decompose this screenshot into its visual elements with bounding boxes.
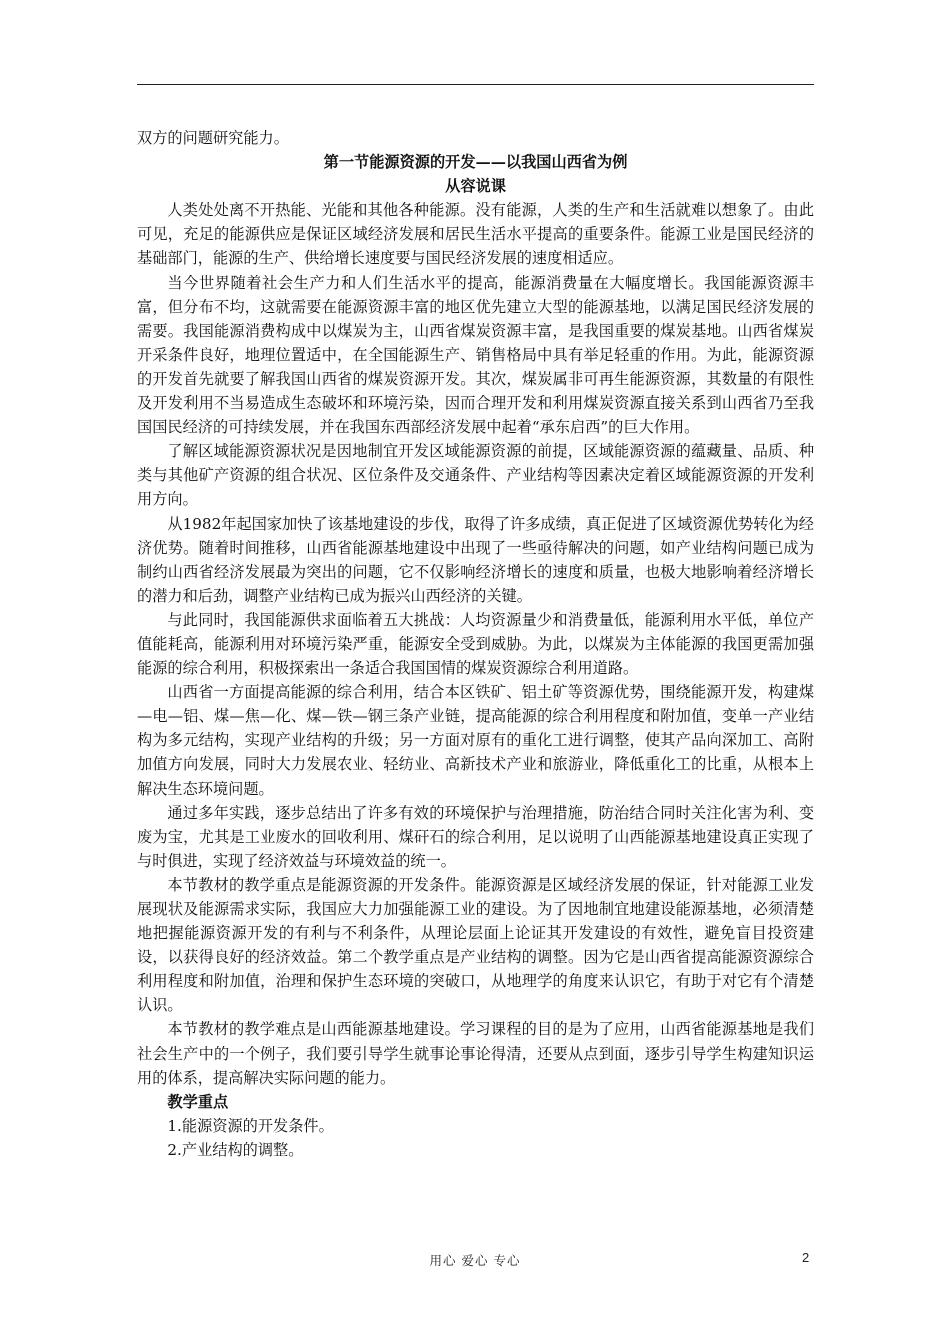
subtitle: 从容说课 bbox=[445, 177, 506, 196]
footer-text: 用心 爱心 专心 bbox=[429, 1253, 521, 1268]
paragraph: 本节教材的教学难点是山西能源基地建设。学习课程的目的是为了应用，山西省能源基地是我们社会生产中的一个例子，我们要引导学生就事论事论得清，还要从点到面，逐步引导学生构建知识运用的体系，提高解决实际问题的能力。 bbox=[137, 1020, 814, 1087]
paragraph: 了解区域能源资源状况是因地制宜开发区域能源资源的前提，区域能源资源的蕴藏量、品质、种类与其他矿产资源的组合状况、区位条件及交通条件、产业结构等因素决定着区域能源资源的开发利用方向。 bbox=[137, 442, 814, 509]
key-point-item: 1.能源资源的开发条件。 bbox=[167, 1116, 334, 1135]
continued-line: 双方的问题研究能力。 bbox=[137, 129, 289, 147]
paragraph: 当今世界随着社会生产力和人们生活水平的提高，能源消费量在大幅度增长。我国能源资源丰富，但分布不均，这就需要在能源资源丰富的地区优先建立大型的能源基地，以满足国民经济发展的需要。我国能源消费构成中以煤炭为主，山西省煤炭资源丰富，是我国重要的煤炭基地。山西省煤炭开采条件良好，地理位置适中，在全国能源生产、销售格局中具有举足轻重的作用。为此，能源资源的开发首先就要了解我国山西省的煤炭资源开发。其次，煤炭属非可再生能源资源，其数量的有限性及开发利用不当易造成生态破坏和环境污染，因而合理开发和利用煤炭资源直接关系到山西省乃至我国国民经济的可持续发展，并在我国东西部经济发展中起着“承东启西”的巨大作用。 bbox=[137, 273, 814, 437]
paragraph: 山西省一方面提高能源的综合利用，结合本区铁矿、铝土矿等资源优势，围绕能源开发，构建煤—电—铝、煤—焦—化、煤—铁—钢三条产业链，提高能源的综合利用程度和附加值，变单一产业结构为多元结构，实现产业结构的升级；另一方面对原有的重化工进行调整，使其产品向深加工、高附加值方向发展，同时大力发展农业、轻纺业、高新技术产业和旅游业，降低重化工的比重，从根本上解决生态环境问题。 bbox=[137, 683, 814, 798]
header-rule bbox=[137, 84, 814, 85]
paragraph: 通过多年实践，逐步总结出了许多有效的环境保护与治理措施，防治结合同时关注化害为利、变废为宝，尤其是工业废水的回收利用、煤矸石的综合利用，足以说明了山西能源基地建设真正实现了与时俱进，实现了经济效益与环境效益的统一。 bbox=[137, 803, 814, 870]
paragraph: 与此同时，我国能源供求面临着五大挑战：人均资源量少和消费量低，能源利用水平低，单位产值能耗高，能源利用对环境污染严重，能源安全受到威胁。为此，以煤炭为主体能源的我国更需加强能源的综合利用，积极探索出一条适合我国国情的煤炭资源综合利用道路。 bbox=[137, 610, 814, 678]
paragraph: 从1982年起国家加快了该基地建设的步伐，取得了许多成绩，真正促进了区域资源优势转化为经济优势。随着时间推移，山西省能源基地建设中出现了一些亟待解决的问题，如产业结构问题已成为制约山西省经济发展最为突出的问题，它不仅影响经济增长的速度和质量，也极大地影响着经济增长的潜力和后劲，调整产业结构已成为振兴山西经济的关键。 bbox=[137, 514, 814, 605]
page-content bbox=[137, 126, 814, 1162]
key-point-item: 2.产业结构的调整。 bbox=[167, 1140, 304, 1159]
section-title: 第一节能源资源的开发——以我国山西省为例 bbox=[323, 153, 628, 172]
key-points-heading: 教学重点 bbox=[167, 1092, 229, 1111]
page-number: 2 bbox=[802, 1250, 810, 1265]
paragraph: 本节教材的教学重点是能源资源的开发条件。能源资源是区域经济发展的保证，针对能源工业发展现状及能源需求实际，我国应大力加强能源工业的建设。为了因地制宜地建设能源基地，必须清楚地把握能源资源开发的有利与不利条件，从理论层面上论证其开发建设的有效性，避免盲目投资建设，以获得良好的经济效益。第二个教学重点是产业结构的调整。因为它是山西省提高能源资源综合利用程度和附加值，治理和保护生态环境的突破口，从地理学的角度来认识它，有助于对它有个清楚认识。 bbox=[137, 875, 814, 1015]
paragraph: 人类处处离不开热能、光能和其他各种能源。没有能源，人类的生产和生活就难以想象了。由此可见，充足的能源供应是保证区域经济发展和居民生活水平提高的重要条件。能源工业是国民经济的基础部门，能源的生产、供给增长速度要与国民经济发展的速度相适应。 bbox=[137, 201, 814, 268]
